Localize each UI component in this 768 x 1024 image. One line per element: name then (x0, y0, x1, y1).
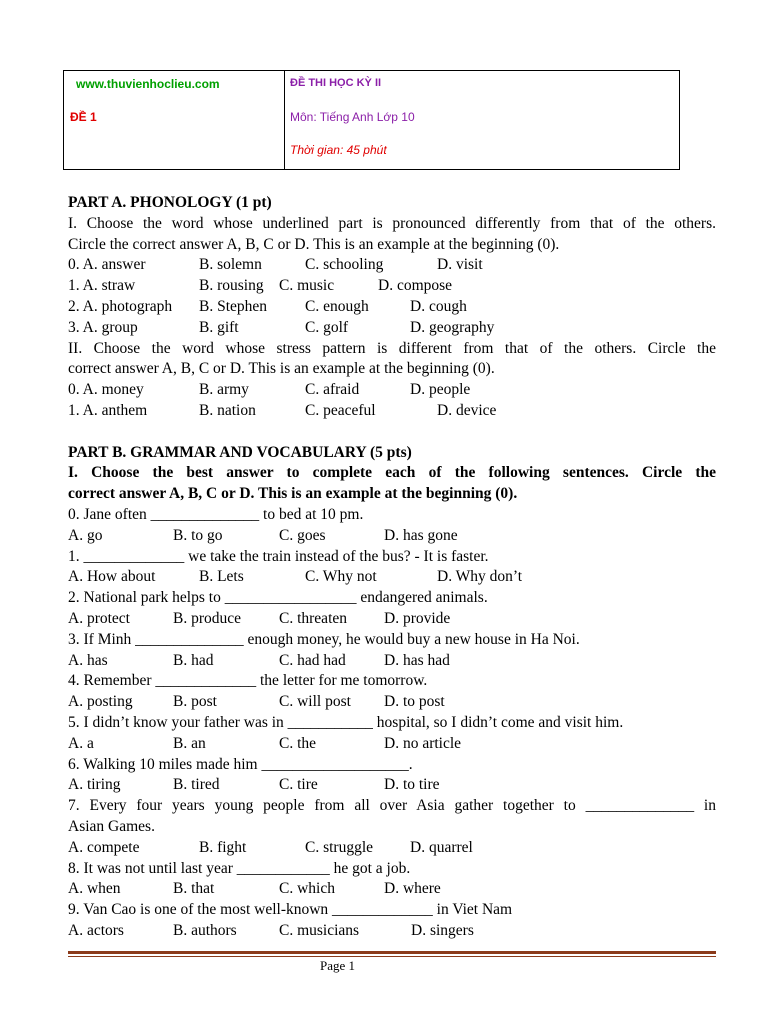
footer-rule (68, 951, 716, 954)
option: A. actors (68, 921, 124, 939)
option: D. geography (410, 318, 495, 336)
option: C. afraid (305, 381, 360, 399)
option: 0. A. money (68, 381, 144, 399)
option: B. that (173, 880, 215, 898)
option: D. compose (378, 277, 453, 295)
grammar-q2: 2. National park helps to _________________ endangered animals. (68, 589, 488, 607)
option: D. device (437, 401, 497, 419)
option: C. goes (279, 526, 326, 544)
option: C. threaten (279, 609, 348, 627)
exam-number: ĐỀ 1 (70, 110, 97, 124)
option: D. provide (384, 609, 451, 627)
option: A. compete (68, 838, 140, 856)
stress-instruction-1: II. Choose the word whose stress pattern is different from that of the others. Circle the (68, 339, 716, 357)
grammar-q8-options (68, 879, 716, 900)
option: B. army (199, 381, 249, 399)
option: D. where (384, 880, 441, 898)
option: B. an (173, 734, 206, 752)
part-b-instruction-1: I. Choose the best answer to complete each of the following sentences. Circle the (68, 464, 716, 482)
option: B. gift (199, 318, 239, 336)
option: C. enough (305, 297, 369, 315)
exam-subject: Môn: Tiếng Anh Lớp 10 (290, 110, 415, 124)
option: 0. A. answer (68, 256, 146, 274)
header-table (63, 70, 680, 170)
grammar-q6-options (68, 775, 716, 796)
option: B. to go (173, 526, 223, 544)
header-right-cell (284, 71, 679, 169)
option: C. the (279, 734, 317, 752)
option: B. solemn (199, 256, 262, 274)
option: D. visit (437, 256, 483, 274)
grammar-q0-options (68, 526, 716, 547)
option: C. Why not (305, 568, 377, 586)
option: D. cough (410, 297, 467, 315)
grammar-q9-options (68, 921, 716, 942)
grammar-q6: 6. Walking 10 miles made him ___________________. (68, 755, 413, 773)
option: B. nation (199, 401, 256, 419)
option: 3. A. group (68, 318, 138, 336)
option: 1. A. anthem (68, 401, 148, 419)
option: D. singers (411, 921, 474, 939)
part-b-instruction-2: correct answer A, B, C or D. This is an example at the beginning (0). (68, 485, 518, 503)
option: A. has (68, 651, 108, 669)
option: 1. A. straw (68, 277, 136, 295)
option: 2. A. photograph (68, 297, 173, 315)
option: D. has gone (384, 526, 458, 544)
grammar-q5: 5. I didn’t know your father was in ___________ hospital, so I didn’t come and visit him. (68, 713, 624, 731)
option: B. fight (199, 838, 247, 856)
part-a-title: PART A. PHONOLOGY (1 pt) (68, 194, 272, 211)
option: C. music (279, 277, 335, 295)
option: C. tire (279, 776, 318, 794)
option: D. people (410, 381, 471, 399)
phonology-q3 (68, 318, 716, 339)
option: D. no article (384, 734, 462, 752)
stress-q1 (68, 401, 716, 422)
grammar-q9: 9. Van Cao is one of the most well-known _____________ in Viet Nam (68, 901, 513, 919)
grammar-q7-line1: 7. Every four years young people from all over Asia gather together to ______________ in (68, 797, 716, 815)
grammar-q8: 8. It was not until last year ____________ he got a job. (68, 859, 411, 877)
stress-instruction-2: correct answer A, B, C or D. This is an example at the beginning (0). (68, 360, 495, 378)
footer-rule-thin (68, 956, 716, 957)
site-url[interactable]: www.thuvienhoclieu.com (76, 77, 220, 91)
option: C. schooling (305, 256, 384, 274)
phonology-q2 (68, 297, 716, 318)
option: C. which (279, 880, 335, 898)
option: D. to tire (384, 776, 440, 794)
option: C. will post (279, 693, 351, 711)
grammar-q7-options (68, 838, 716, 859)
grammar-q4: 4. Remember _____________ the letter for me tomorrow. (68, 672, 428, 690)
option: D. to post (384, 693, 445, 711)
option: C. golf (305, 318, 349, 336)
part-b-title: PART B. GRAMMAR AND VOCABULARY (5 pts) (68, 443, 412, 461)
option: B. had (173, 651, 214, 669)
page-number: Page 1 (320, 958, 356, 973)
option: D. quarrel (410, 838, 473, 856)
part-a-instruction-1: I. Choose the word whose underlined part is pronounced differently from that of the others. (68, 214, 716, 232)
option: C. had had (279, 651, 346, 669)
stress-q0 (68, 380, 716, 401)
grammar-q1-options (68, 567, 716, 588)
grammar-q5-options (68, 734, 716, 755)
grammar-q7-line2: Asian Games. (68, 817, 155, 835)
grammar-q1: 1. _____________ we take the train instead of the bus? - It is faster. (68, 547, 489, 565)
option: A. posting (68, 693, 133, 711)
option: A. How about (68, 568, 156, 586)
option: C. peaceful (305, 401, 376, 419)
option: A. go (68, 526, 103, 544)
option: C. struggle (305, 838, 374, 856)
option: B. Lets (199, 568, 244, 586)
option: B. rousing (199, 277, 264, 295)
exam-title: ĐỀ THI HỌC KỲ II (290, 77, 382, 89)
grammar-q4-options (68, 692, 716, 713)
option: B. authors (173, 921, 237, 939)
option: A. a (68, 734, 94, 752)
header-left-cell (64, 71, 285, 169)
option: A. tiring (68, 776, 121, 794)
phonology-q0 (68, 255, 716, 276)
option: C. musicians (279, 921, 360, 939)
option: D. Why don’t (437, 568, 523, 586)
exam-content (68, 193, 716, 942)
phonology-q1 (68, 276, 716, 297)
part-a-instruction-2: Circle the correct answer A, B, C or D. This is an example at the beginning (0). (68, 235, 560, 253)
grammar-q3-options (68, 651, 716, 672)
option: B. post (173, 693, 217, 711)
grammar-q3: 3. If Minh ______________ enough money, he would buy a new house in Ha Noi. (68, 630, 580, 648)
option: A. when (68, 880, 121, 898)
option: B. tired (173, 776, 220, 794)
grammar-q0: 0. Jane often ______________ to bed at 10 pm. (68, 505, 364, 523)
exam-time: Thời gian: 45 phút (290, 143, 387, 157)
grammar-q2-options (68, 609, 716, 630)
option: B. produce (173, 609, 242, 627)
option: B. Stephen (199, 297, 268, 315)
option: A. protect (68, 609, 130, 627)
option: D. has had (384, 651, 450, 669)
